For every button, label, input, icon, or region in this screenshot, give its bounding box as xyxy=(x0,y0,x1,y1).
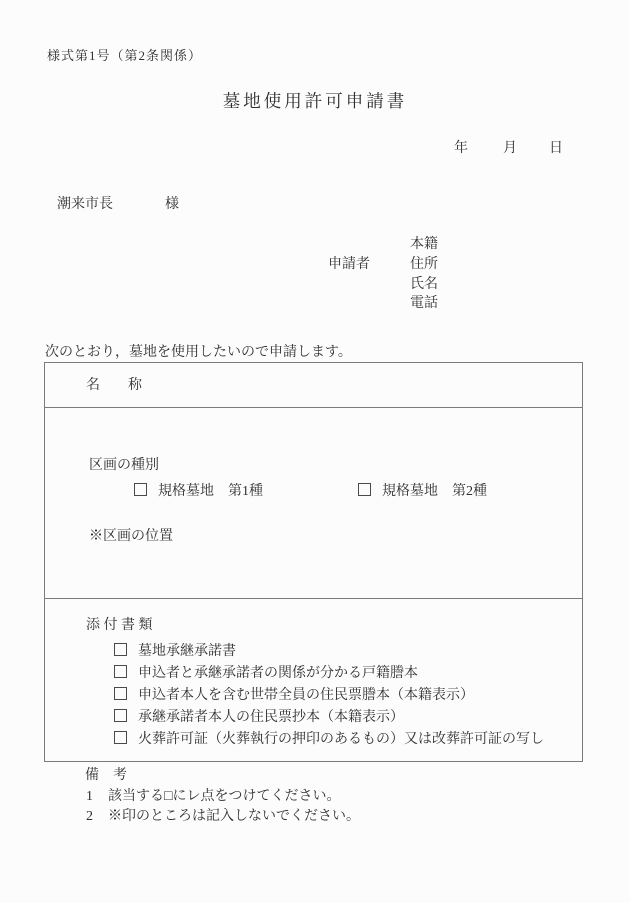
form-number: 様式第1号（第2条関係） xyxy=(47,48,203,63)
note-item-1-num: 1 xyxy=(86,789,93,804)
section-type-option-2 xyxy=(358,483,487,500)
attachment-item-2-label: 申込者と承継承諾者の関係が分かる戸籍謄本 xyxy=(138,666,418,681)
checkbox-kikaku-type2[interactable] xyxy=(358,483,371,496)
table-row-attachments xyxy=(45,599,582,761)
section-type-option-1-label: 規格墓地 第1種 xyxy=(158,484,263,499)
applicant-field-honseki: 本籍 xyxy=(410,237,438,252)
section-type-option-2-label: 規格墓地 第2種 xyxy=(382,484,487,499)
checkbox-kikaku-type1[interactable] xyxy=(134,483,147,496)
attachment-item-3-label: 申込者本人を含む世帯全員の住民票謄本（本籍表示） xyxy=(138,688,474,703)
addressee-honorific: 様 xyxy=(165,197,179,212)
date-day-label: 日 xyxy=(549,141,563,156)
attachment-item-1-label: 墓地承継承諾書 xyxy=(138,644,236,659)
application-table xyxy=(44,362,583,762)
section-position-label: ※区画の位置 xyxy=(89,529,173,544)
intro-sentence: 次のとおり，墓地を使用したいので申請します。 xyxy=(45,345,352,360)
name-row-label: 名 称 xyxy=(86,378,142,393)
note-item-2-text: ※印のところは記入しないでください。 xyxy=(108,809,360,824)
applicant-field-name: 氏名 xyxy=(410,277,438,292)
notes-label: 備 考 xyxy=(85,768,127,783)
attachment-item-4 xyxy=(114,709,404,726)
date-month-label: 月 xyxy=(503,141,517,156)
table-row-name xyxy=(45,363,582,408)
note-item-2 xyxy=(86,809,360,825)
attachments-label: 添 付 書 類 xyxy=(86,618,153,633)
attachment-item-5-label: 火葬許可証（火葬執行の押印のあるもの）又は改葬許可証の写し xyxy=(138,732,544,747)
section-type-label: 区画の種別 xyxy=(89,458,159,473)
note-item-1-text: 該当する□にレ点をつけてください。 xyxy=(108,789,341,804)
checkbox-attachment-1[interactable] xyxy=(114,643,127,656)
attachment-item-3 xyxy=(114,687,474,704)
checkbox-attachment-4[interactable] xyxy=(114,709,127,722)
attachment-item-1 xyxy=(114,643,236,660)
checkbox-attachment-2[interactable] xyxy=(114,665,127,678)
table-row-section-type xyxy=(45,408,582,599)
date-year-label: 年 xyxy=(454,141,468,156)
attachment-item-4-label: 承継承諾者本人の住民票抄本（本籍表示） xyxy=(138,710,404,725)
addressee-name: 潮来市長 xyxy=(57,197,113,212)
section-type-option-1 xyxy=(134,483,263,500)
checkbox-attachment-5[interactable] xyxy=(114,731,127,744)
page-title: 墓地使用許可申請書 xyxy=(222,91,408,111)
note-item-2-num: 2 xyxy=(86,809,93,824)
attachment-item-2 xyxy=(114,665,418,682)
checkbox-attachment-3[interactable] xyxy=(114,687,127,700)
applicant-label: 申請者 xyxy=(328,257,370,272)
applicant-field-phone: 電話 xyxy=(410,296,438,311)
attachment-item-5 xyxy=(114,731,544,748)
note-item-1 xyxy=(86,789,340,805)
applicant-field-address: 住所 xyxy=(410,257,438,272)
